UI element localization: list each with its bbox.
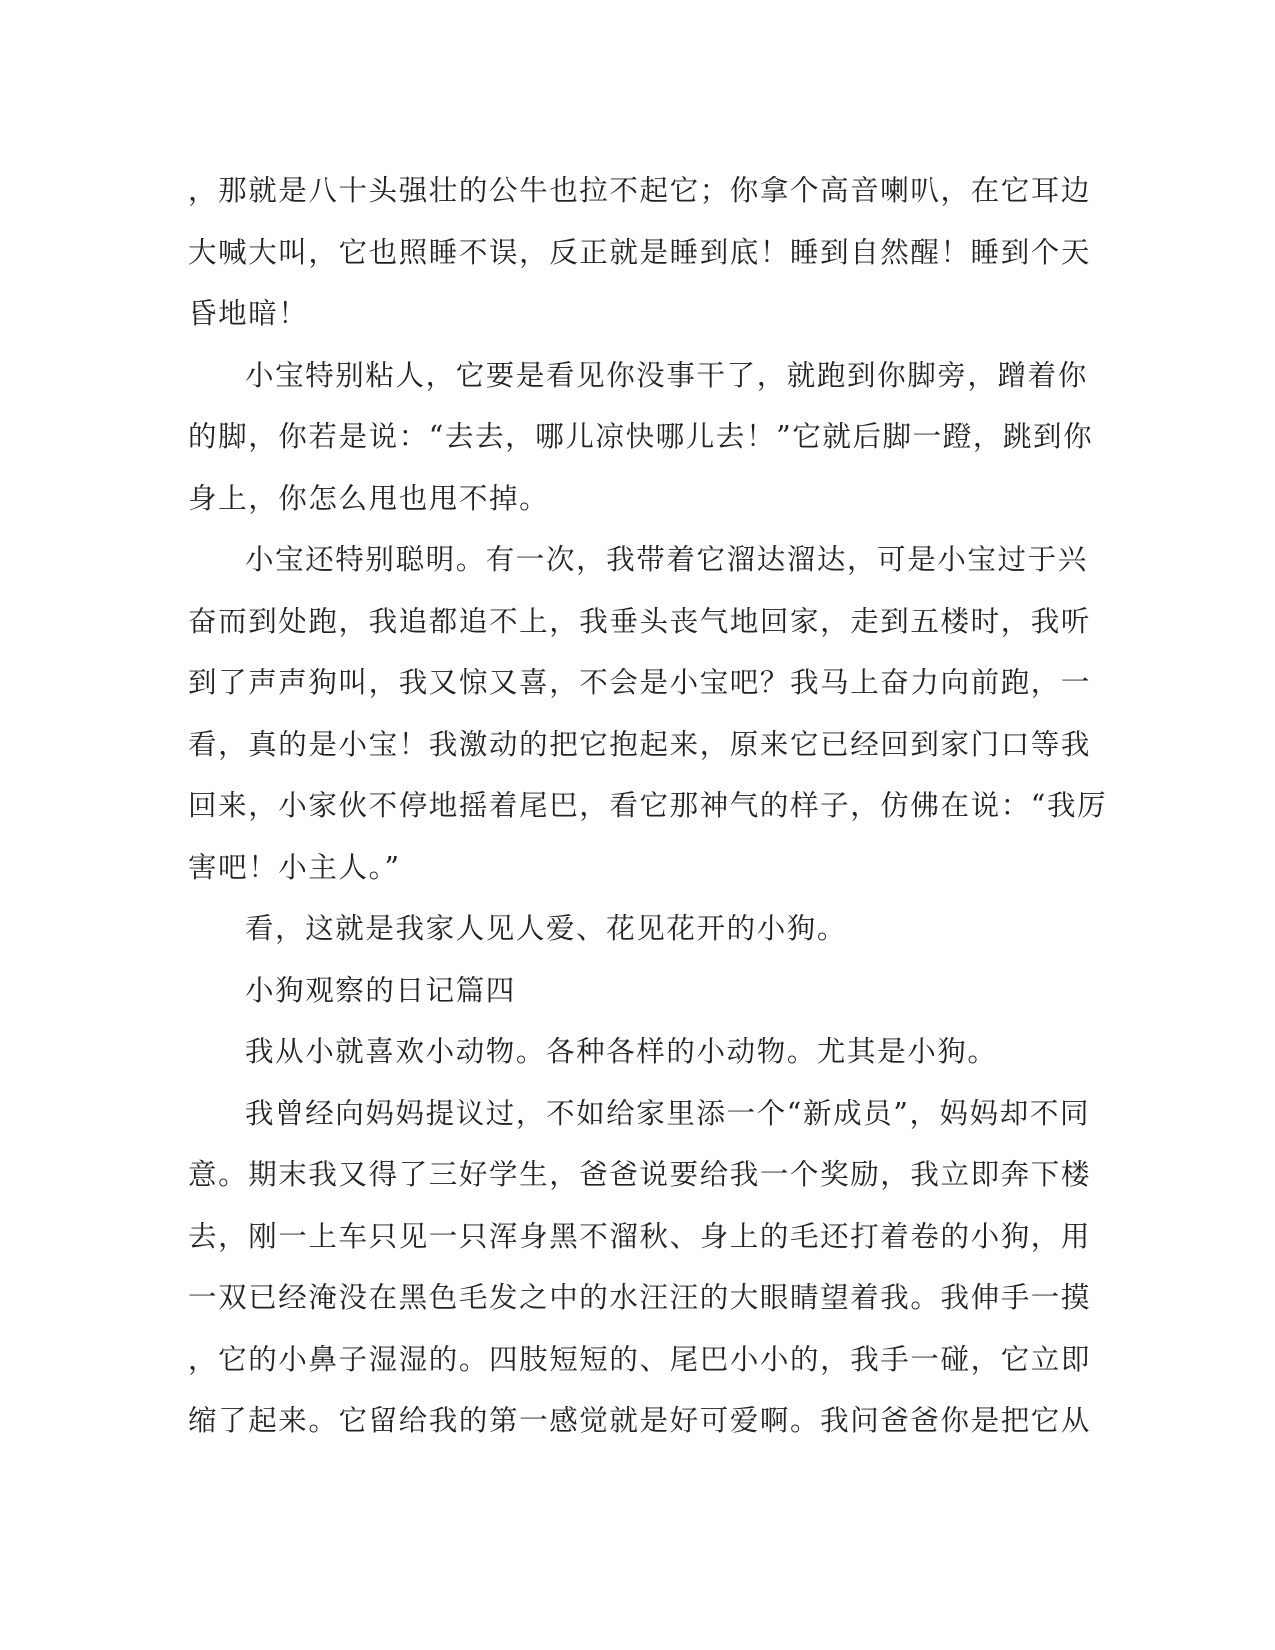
text-line: 害吧！小主人。” (188, 850, 401, 884)
paragraph (188, 160, 1092, 345)
text-line: 意。期末我又得了三好学生，爸爸说要给我一个奖励，我立即奔下楼 (188, 1158, 1092, 1191)
text-line: 缩了起来。它留给我的第一感觉就是好可爱啊。我问爸爸你是把它从 (188, 1404, 1092, 1437)
text-line: 去，刚一上车只见一只浑身黑不溜秋、身上的毛还打着卷的小狗，用 (188, 1219, 1092, 1253)
text-line: 小宝还特别聪明。有一次，我带着它溜达溜达，可是小宝过于兴 (245, 543, 1088, 576)
text-line: 一双已经淹没在黑色毛发之中的水汪汪的大眼睛望着我。我伸手一摸 (188, 1281, 1092, 1314)
text-line: 小宝特别粘人，它要是看见你没事干了，就跑到你脚旁，蹭着你 (245, 358, 1088, 392)
paragraph (188, 529, 1108, 898)
text-line: 昏地暗！ (188, 297, 309, 330)
text-line: 大喊大叫，它也照睡不误，反正就是睡到底！睡到自然醒！睡到个天 (188, 235, 1092, 269)
section-heading (188, 960, 1068, 1022)
text-line: 我从小就喜欢小动物。各种各样的小动物。尤其是小狗。 (245, 1035, 998, 1068)
text-line: 看，真的是小宝！我激动的把它抱起来，原来它已经回到家门口等我 (188, 727, 1092, 761)
paragraph (188, 1021, 1068, 1083)
paragraph (188, 1083, 1092, 1452)
text-line: ，它的小鼻子湿湿的。四肢短短的、尾巴小小的，我手一碰，它立即 (188, 1342, 1092, 1376)
paragraph (188, 898, 1068, 960)
text-line: 我曾经向妈妈提议过，不如给家里添一个“新成员”，妈妈却不同 (245, 1096, 1091, 1130)
document-body (188, 160, 1108, 1452)
text-line: 身上，你怎么甩也甩不掉。 (188, 481, 550, 515)
text-line: 看，这就是我家人见人爱、花见花开的小狗。 (245, 912, 848, 945)
paragraph (188, 345, 1094, 530)
text-line: 的脚，你若是说：“去去，哪儿凉快哪儿去！”它就后脚一蹬，跳到你 (188, 420, 1094, 453)
text-line: ，那就是八十头强壮的公牛也拉不起它；你拿个高音喇叭，在它耳边 (188, 174, 1092, 207)
text-line: 回来，小家伙不停地摇着尾巴，看它那神气的样子，仿佛在说：“我厉 (188, 789, 1108, 822)
text-line: 小狗观察的日记篇四 (245, 973, 516, 1007)
text-line: 奋而到处跑，我追都追不上，我垂头丧气地回家，走到五楼时，我听 (188, 604, 1092, 638)
text-line: 到了声声狗叫，我又惊又喜，不会是小宝吧？我马上奋力向前跑，一 (188, 666, 1092, 699)
